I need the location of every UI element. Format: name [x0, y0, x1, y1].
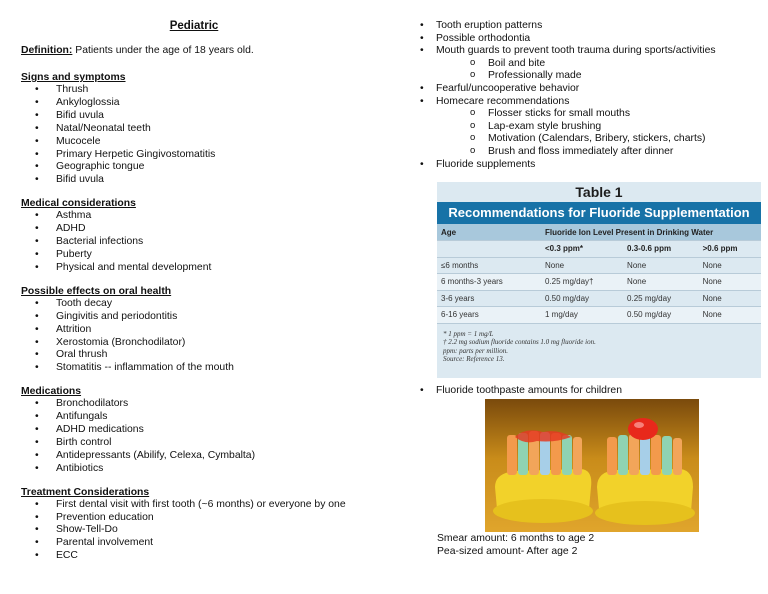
table-row: [437, 257, 761, 274]
section-heading: Medications: [21, 386, 82, 398]
table-cell: 0.50 mg/day: [623, 307, 699, 324]
list-item: • Tooth decay: [21, 298, 401, 311]
definition-label: Definition:: [21, 45, 73, 56]
section-list: [21, 298, 401, 375]
list-item: • Puberty: [21, 249, 401, 262]
list-item: • Oral thrush: [21, 349, 401, 362]
table-cell: 6-16 years: [437, 307, 541, 324]
sections: [21, 71, 401, 563]
list-item: • ECC: [21, 550, 401, 563]
section-heading: Signs and symptoms: [21, 72, 126, 83]
table-header-row: [437, 224, 761, 241]
list-item-text: Possible orthodontia: [436, 32, 531, 44]
list-item: • Bronchodilators: [21, 398, 401, 411]
table-cell: 0.25 mg/day†: [541, 274, 623, 291]
list-item: • Prevention education: [21, 512, 401, 525]
sub-list-item: o Flosser sticks for small mouths: [436, 108, 765, 121]
table-header: Recommendations for Fluoride Supplementation: [437, 202, 761, 224]
sub-list-item: o Brush and floss immediately after dinner: [436, 146, 765, 159]
list-item: • Geographic tongue: [21, 161, 401, 174]
table-note: ppm: parts per million.: [443, 346, 508, 355]
col-group: Fluoride Ion Level Present in Drinking Water: [541, 224, 761, 241]
table-note: * 1 ppm = 1 mg/L: [443, 329, 494, 338]
table-notes: [437, 324, 761, 364]
table-caption: Table 1: [575, 184, 623, 200]
level-2: 0.3-0.6 ppm: [623, 241, 699, 258]
section-heading: Possible effects on oral health: [21, 285, 172, 297]
table-cell: ≤6 months: [437, 257, 541, 274]
table-cell: None: [623, 257, 699, 274]
section-list: [21, 499, 401, 564]
sub-list-item: o Professionally made: [436, 70, 765, 83]
table-note: † 2.2 mg sodium fluoride contains 1.0 mg fluoride ion.: [443, 338, 596, 346]
toothbrush-illustration: [485, 399, 699, 532]
list-item: [420, 45, 765, 83]
list-item: • ADHD: [21, 223, 401, 236]
sub-list-item: o Boil and bite: [436, 58, 765, 71]
section-list: [21, 398, 401, 475]
table-cell: None: [541, 257, 623, 274]
list-item-text: Mouth guards to prevent tooth trauma during sports/activities: [436, 45, 716, 57]
smear-line: Smear amount: 6 months to age 2: [437, 533, 595, 544]
section: [21, 71, 401, 187]
list-item: [420, 83, 765, 96]
left-column: [21, 20, 401, 573]
list-item: • Physical and mental development: [21, 262, 401, 275]
list-item: • Bifid uvula: [21, 110, 401, 123]
list-item: • Antidepressants (Abilify, Celexa, Cymbalta): [21, 450, 401, 463]
fluoride-table-image: [437, 182, 761, 378]
toothbrush-photo: [485, 399, 699, 532]
list-item: • Asthma: [21, 210, 401, 223]
list-item-text: Fearful/uncooperative behavior: [436, 82, 580, 94]
list-item: • Ankyloglossia: [21, 97, 401, 110]
list-item: • Antifungals: [21, 411, 401, 424]
page-title: Pediatric: [169, 20, 219, 32]
section: [21, 285, 401, 375]
table-cell: 1 mg/day: [541, 307, 623, 324]
list-item: • Bifid uvula: [21, 174, 401, 187]
fluoride-table: [437, 224, 761, 324]
table-cell: 0.25 mg/day: [623, 290, 699, 307]
list-item: • Primary Herpetic Gingivostomatitis: [21, 149, 401, 162]
table-cell: None: [699, 257, 761, 274]
table-cell: 6 months-3 years: [437, 274, 541, 291]
list-item: [420, 20, 765, 33]
section-list: [21, 84, 401, 187]
list-item: • Bacterial infections: [21, 236, 401, 249]
list-item: • First dental visit with first tooth (~6 months) or everyone by one: [21, 499, 401, 512]
section-heading: Treatment Considerations: [21, 486, 150, 498]
sub-list: [436, 108, 765, 158]
list-item: • Stomatitis -- inflammation of the mouth: [21, 362, 401, 375]
sub-list-item: o Lap-exam style brushing: [436, 121, 765, 134]
list-item: • Natal/Neonatal teeth: [21, 123, 401, 136]
sub-list: [436, 58, 765, 83]
list-item: • Antibiotics: [21, 463, 401, 476]
toothpaste-amounts: [437, 533, 594, 558]
list-item-text: Tooth eruption patterns: [436, 20, 543, 31]
list-item: [420, 96, 765, 159]
table-cell: None: [623, 274, 699, 291]
list-item-text: Fluoride supplements: [436, 158, 536, 170]
table-row: [437, 290, 761, 307]
list-item: • Mucocele: [21, 136, 401, 149]
table-cell: None: [699, 274, 761, 291]
list-item: [420, 159, 765, 172]
table-cell: 3-6 years: [437, 290, 541, 307]
sub-list-item: o Motivation (Calendars, Bribery, stickers, charts): [436, 133, 765, 146]
table-row: [437, 274, 761, 291]
table-cell: 0.50 mg/day: [541, 290, 623, 307]
empty-cell: [437, 241, 541, 258]
section-heading: Medical considerations: [21, 198, 136, 210]
table-levels-row: [437, 241, 761, 258]
section-list: [21, 210, 401, 275]
section: [21, 486, 401, 564]
table-row: [437, 307, 761, 324]
list-item: • Attrition: [21, 324, 401, 337]
list-item: • Birth control: [21, 437, 401, 450]
level-3: >0.6 ppm: [699, 241, 761, 258]
table-note: Source: Reference 13.: [443, 355, 505, 363]
definition: [21, 44, 401, 57]
pea-line: Pea-sized amount- After age 2: [437, 545, 578, 557]
list-item-text: Homecare recommendations: [436, 95, 570, 107]
list-item: [420, 33, 765, 46]
list-item: • Parental involvement: [21, 537, 401, 550]
level-1: <0.3 ppm*: [541, 241, 623, 258]
section: [21, 197, 401, 275]
list-item: • Gingivitis and periodontitis: [21, 311, 401, 324]
col-age: Age: [437, 224, 541, 241]
list-item: • Fluoride toothpaste amounts for children: [420, 385, 622, 398]
list-item: • Thrush: [21, 84, 401, 97]
list-item: • Xerostomia (Bronchodilator): [21, 337, 401, 350]
table-cell: None: [699, 307, 761, 324]
list-item: • Show-Tell-Do: [21, 524, 401, 537]
table-cell: None: [699, 290, 761, 307]
list-item: • ADHD medications: [21, 424, 401, 437]
section: [21, 385, 401, 475]
definition-text: Patients under the age of 18 years old.: [72, 45, 254, 56]
